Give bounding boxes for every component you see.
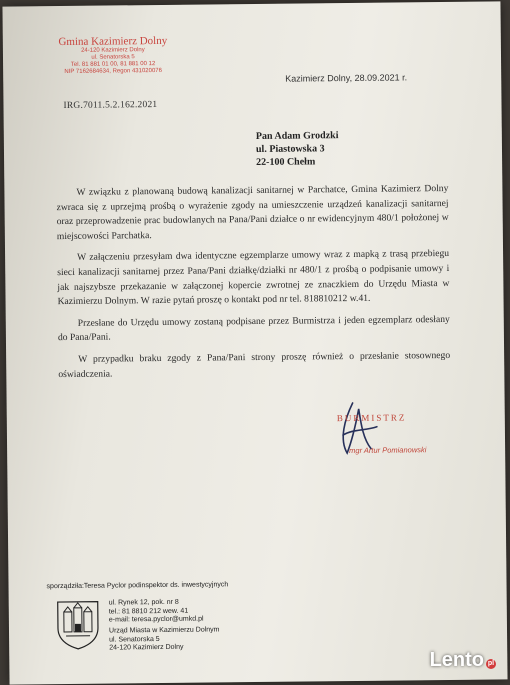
letter-body [56,182,450,386]
stamp-line-1: 24-120 Kazimierz Dolny [81,47,145,54]
contact-line-3: e-mail: teresa.pyclor@umkd.pl [108,615,204,624]
office-line-3: 24-120 Kazimierz Dolny [109,643,184,652]
stamp-line-3: Tel. 81 881 01 00, 81 881 00 12 [70,61,156,68]
letter-sheet [2,1,507,684]
recipient-street: ul. Piastowska 3 [255,143,325,155]
contact-details [109,599,204,625]
stamp-name: Gmina Kazimierz Dolny [58,34,168,49]
office-line-1: Urząd Miasta w Kazimierzu Dolnym [108,626,220,635]
recipient-address [256,129,339,169]
recipient-city: 22-100 Chełm [256,156,316,168]
stamp-line-2: ul. Senatorska 5 [91,54,135,61]
city-crest-icon [54,598,103,650]
signature-title: BURMISTRZ [336,412,407,424]
lento-watermark [430,649,496,672]
office-address [109,626,220,653]
body-paragraph-2: W załączeniu przesyłam dwa identyczne egzemplarze umowy wraz z mapką z trasą przebiegu sieci kanalizacji sanitarnej przez Pana/Pani działkę/działki nr 480/1 z prośbą o podpisanie umowy i jak najszybsze przekazanie w załączonej kopercie zwrotnej ze znaczkiem do Urzędu Miasta w Kazimierzu Dolnym. W razie pytań proszę o kontakt pod nr tel. 818810212 w.41. [57,248,450,308]
municipality-stamp [53,35,173,76]
watermark-brand: Lento [429,649,484,671]
reference-number: IRG.7011.5.2.162.2021 [63,100,158,111]
watermark-suffix: pl [487,660,495,667]
recipient-name: Pan Adam Grodzki [255,130,339,142]
signature-name: mgr Artur Pomianowski [349,445,427,456]
stamp-line-4: NIP 7162684634, Regon 431020076 [64,67,163,75]
contact-line-2: tel.: 81 8810 212 wew. 41 [108,607,189,616]
letter-date: Kazimierz Dolny, 28.09.2021 r. [285,72,408,84]
office-line-2: ul. Senatorska 5 [109,635,160,644]
prepared-by: sporządziła:Teresa Pyclor podinspektor ds. inwestycyjnych [46,581,229,591]
body-paragraph-1: W związku z planowaną budową kanalizacji sanitarnej w Parchatce, Gmina Kazimierz Dolny zwraca się z uprzejmą prośbą o wyrażenie zgody na umieszczenie urządzeń kanalizacji sanitarnej oraz przeprowadzenie prac budowlanych na Pana/Pani działce o nr ewidencyjnym 480/1 położonej w miejscowości Parchatka. [56,182,449,242]
body-paragraph-3: Przesłane do Urzędu umowy zostaną podpisane przez Burmistrza i jeden egzemplarz odesłany do Pana/Pani. [57,313,450,344]
body-paragraph-4: W przypadku braku zgody z Pana/Pani strony proszę również o przesłanie stosownego oświadczenia. [58,349,451,380]
contact-line-1: ul. Rynek 12, pok. nr 8 [108,598,179,607]
